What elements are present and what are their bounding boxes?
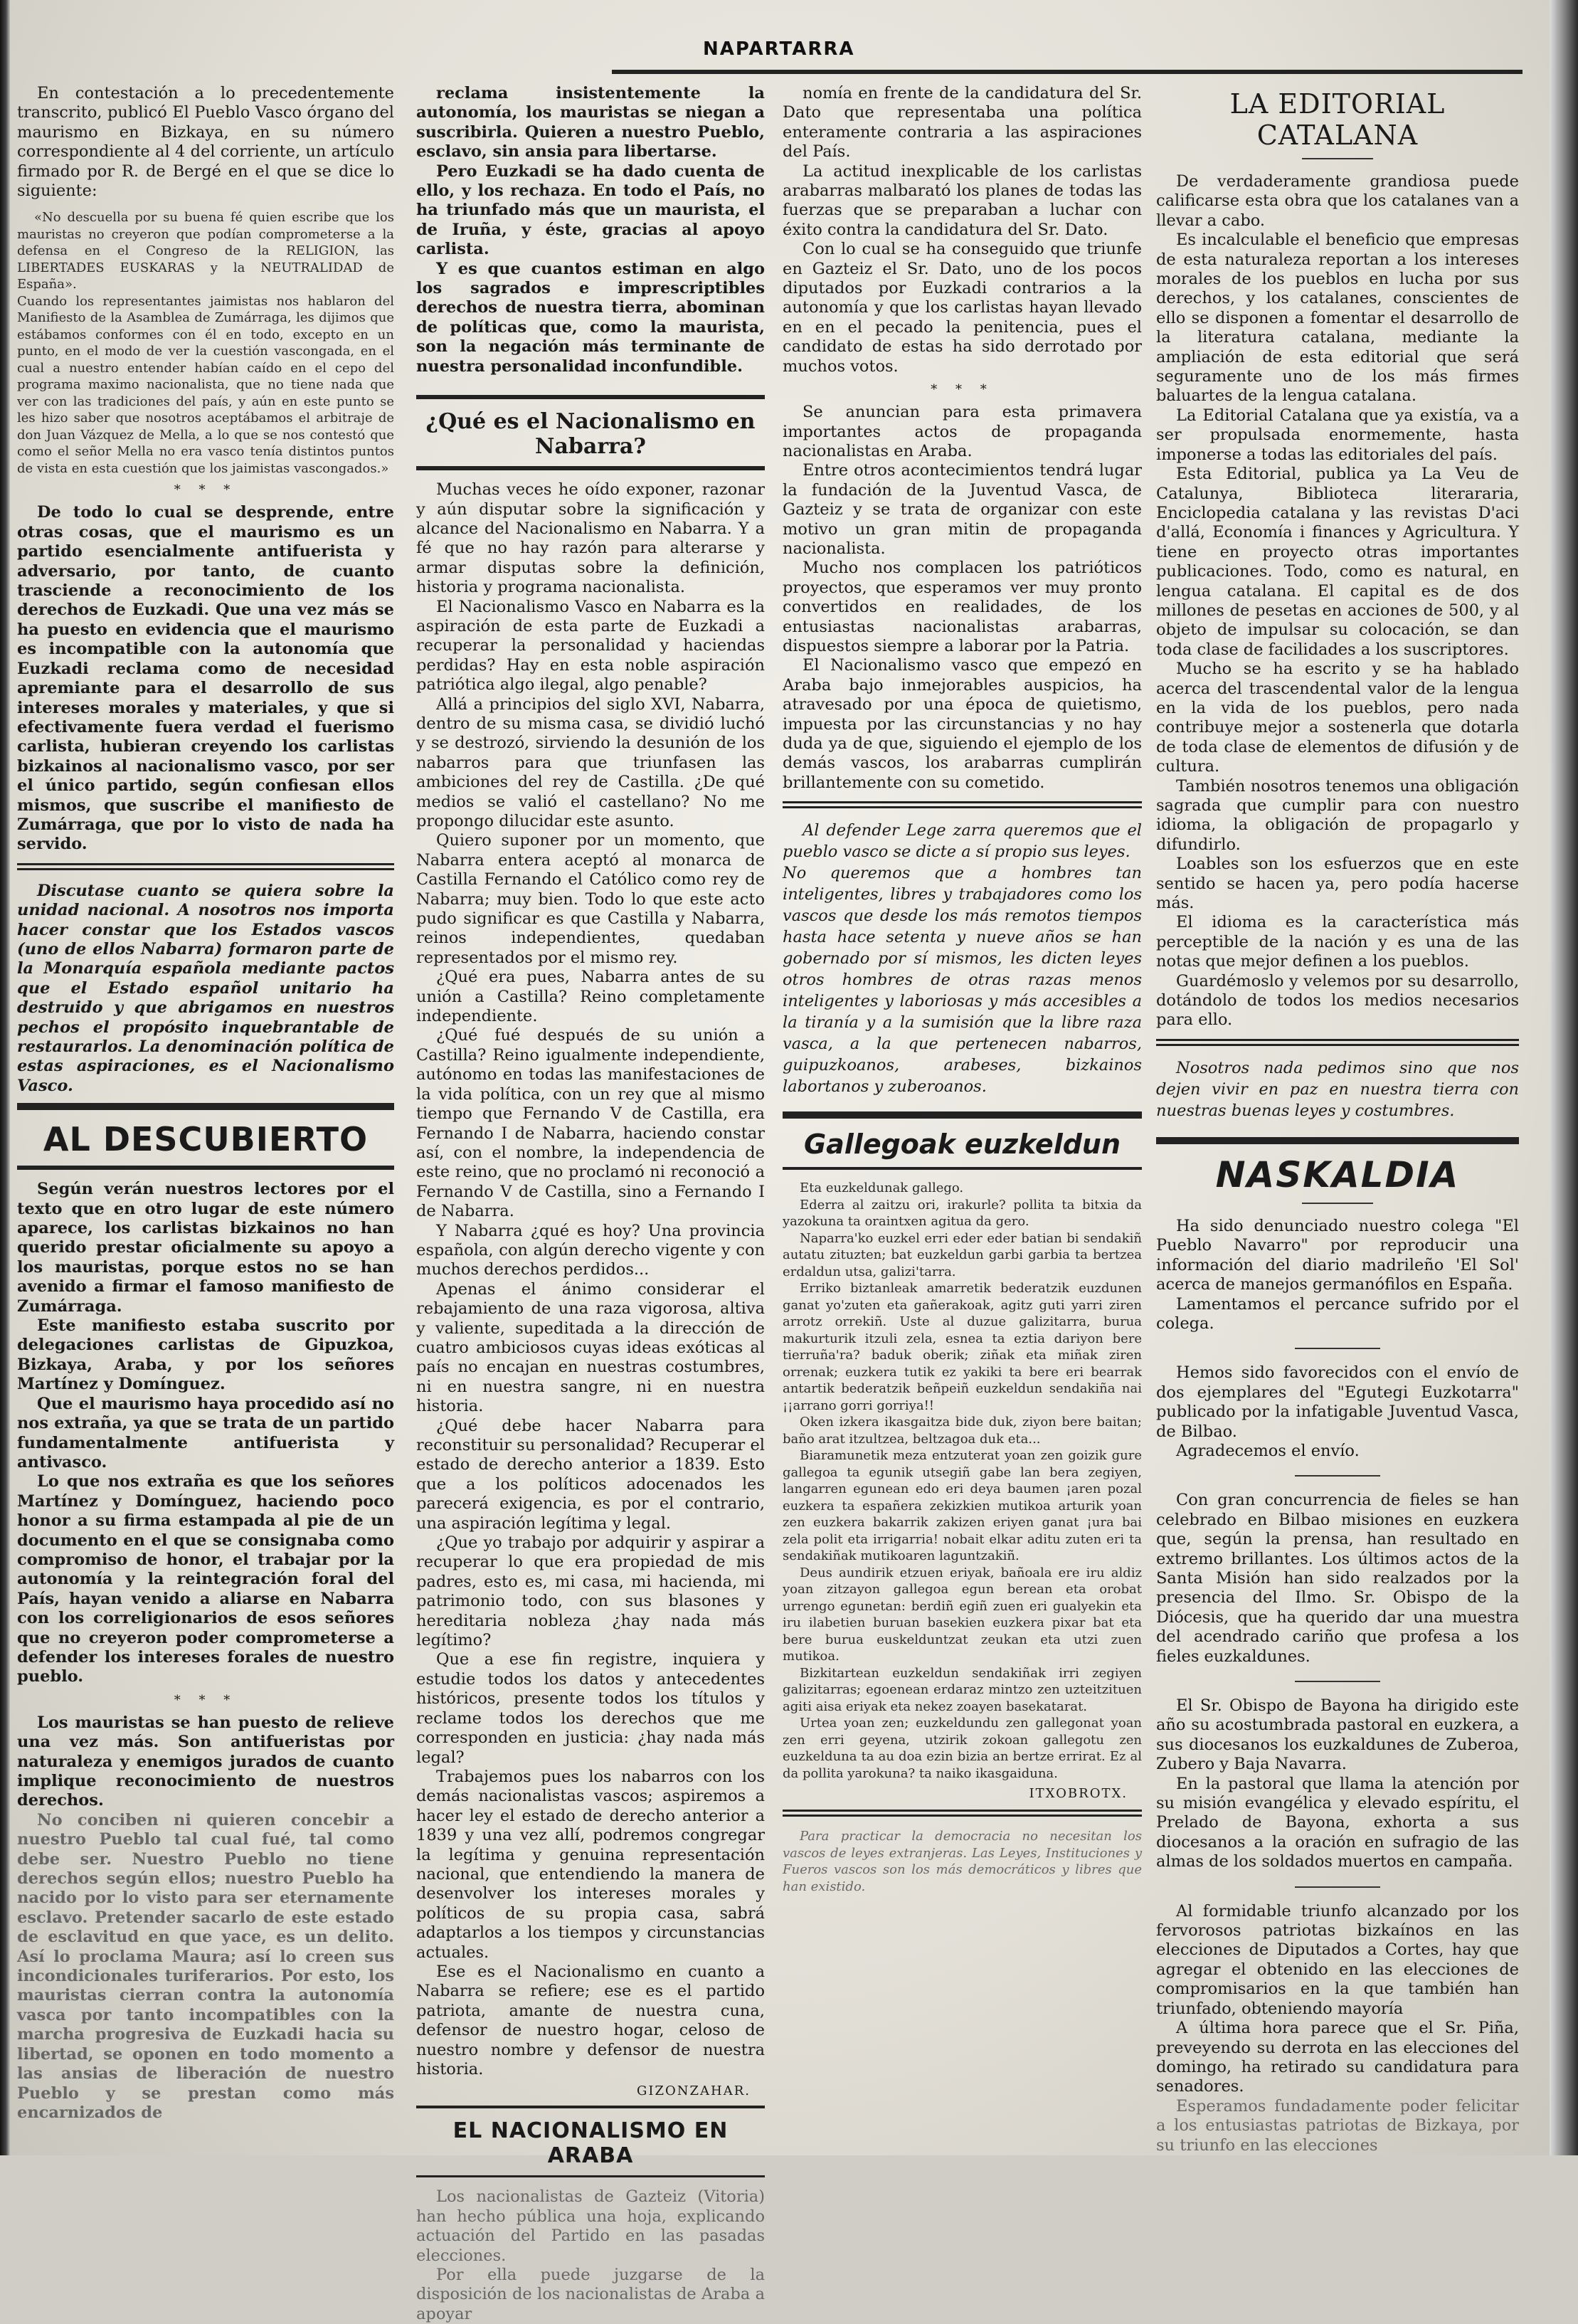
col3-basque-8: Bizkitartean euzkeldun sendakiñak irri zegiyen galizitarras; egoenean erdaraz mintzo zen uzteitzituen agiti aisa eriyak eta nekez zoayen basekatarat. bbox=[783, 1665, 1142, 1714]
col4-short-rule-1 bbox=[1295, 1348, 1380, 1349]
col2-divider-3 bbox=[416, 2106, 765, 2108]
col1-paragraph-3: Según verán nuestros lectores por el texto que en otro lugar de este número aparece, los carlistas bizkainos no han querido prestar oficialmente su apoyo a los mauristas, porque estos no se han avenido a firmar el famoso manifiesto de Zumárraga. bbox=[17, 1180, 394, 1316]
col3-paragraph-5: Entre otros acontecimientos tendrá lugar la fundación de la Juventud Vasca, de Gazteiz y se trata de organizar con este motivo un gran mitin de propaganda nacionalista. bbox=[783, 461, 1142, 558]
column-3 bbox=[783, 84, 1142, 1895]
col4-paragraph-2: Es incalculable el beneficio que empresas de esta naturaleza reportan a los intereses morales de los pueblos en lucha por sus derechos, y los catalanes, conscientes de ello se disponen a fomentar el desarrollo de la literatura catalana, mediante la ampliación de esta editorial que será seguramente uno de los más firmes baluartes de la lengua catalana. bbox=[1156, 231, 1519, 406]
col2-paragraph-16: Ese es el Nacionalismo en cuanto a Nabarra se refiere; ese es el partido patriota, amante de nuestra cuna, defensor de nuestro hogar, celoso de nuestro nombre y defensor de nuestra historia. bbox=[416, 1962, 765, 2079]
col2-paragraph-1: reclama insistentemente la autonomía, los mauristas se niegan a suscribirla. Quieren a nuestro Pueblo, esclavo, sin ansia para libertarse. bbox=[416, 84, 765, 162]
col4-paragraph-1: De verdaderamente grandiosa puede calificarse esta obra que los catalanes van a llevar a cabo. bbox=[1156, 172, 1519, 230]
col3-paragraph-1: nomía en frente de la candidatura del Sr. Dato que representaba una política enteramente contraria a las aspiraciones del País. bbox=[783, 84, 1142, 162]
col4-short-rule-3 bbox=[1295, 1681, 1380, 1682]
col4-paragraph-4: Esta Editorial, publica ya La Veu de Catalunya, Biblioteca literararia, Enciclopedia catalana y las revistas D'aci d'allá, Economía i finances y Agricultura. Y tiene en proyecto otras importantes publicaciones. Todo, como es natural, en lengua catalana. El capital es de dos millones de pesetas en acciones de 500, y al objeto de impulsar su colocación, se dan toda clase de facilidades a los suscriptores. bbox=[1156, 465, 1519, 659]
col3-divider-4 bbox=[783, 1810, 1142, 1817]
col4-paragraph-6: También nosotros tenemos una obligación sagrada que cumplir para con nuestro idioma, la obligación de propagarlo y difundirlo. bbox=[1156, 776, 1519, 854]
col1-quote: «No descuella por su buena fé quien escribe que los mauristas no creyeron que podían comprometerse a la defensa en el Congreso de la RELIGION, las LIBERTADES EUSKARAS y la NEUTRALIDAD de España». Cuando los representantes jaimistas nos hablaron del Manifiesto de la Asamblea de Zumárraga, les dijimos que estábamos conformes con él en todo, excepto en un punto, en el modo de ver la cuestión vascongada, en el cual a nuestro entender habían caído en el cepo del programa maximo nacionalista, que no tiene nada que ver con las tradiciones del país, y aún en este punto se les hizo saber que nosotros aceptábamos el arbitraje de don Juan Vázquez de Mella, a lo que se nos contestó que como el señor Mella no era vasco tenía distintos puntos de vista en esta cuestión que los jaimistas vascongados.» bbox=[17, 210, 394, 476]
col3-paragraph-2: La actitud inexplicable de los carlistas arabarras malbarató los planes de todas las fuerzas que se preparaban a luchar con éxito contra la candidatura del Sr. Dato. bbox=[783, 162, 1142, 239]
col1-paragraph-1: En contestación a lo precedentemente transcrito, publicó El Pueblo Vasco órgano del maurismo en Bizkaya, en su número correspondiente al 4 del corriente, un artículo firmado por R. de Bergé en el que se dice lo siguiente: bbox=[17, 84, 394, 201]
col2-headline-nacionalismo-nabarra: ¿Qué es el Nacionalismo en Nabarra? bbox=[425, 409, 756, 460]
col3-basque-1: Eta euzkeldunak gallego. bbox=[800, 1181, 964, 1196]
col4-underline-1 bbox=[1302, 158, 1373, 159]
col4-divider-1 bbox=[1156, 1039, 1519, 1046]
col2-divider-1 bbox=[416, 395, 765, 399]
col3-italic-box-2: Para practicar la democracia no necesitan los vascos de leyes extranjeras. Las Leyes, Instituciones y Fueros vascos son los más democráticos y libres que han existido. bbox=[783, 1829, 1142, 1894]
col3-divider-3 bbox=[783, 1167, 1142, 1170]
col2-paragraph-12: ¿Qué debe hacer Nabarra para reconstituir su personalidad? Recuperar el estado de derecho anterior a 1839. Esto que a los políticos adocenados les parecerá exigencia, es por el contrario, una aspiración legítima y legal. bbox=[416, 1416, 765, 1533]
col1-italic-box: Discutase cuanto se quiera sobre la unidad nacional. A nosotros nos importa hacer constar que los Estados vascos (uno de ellos Nabarra) formaron parte de la Monarquía española mediante pactos que el Estado español unitario ha destruido y que abrigamos en nuestros pechos el propósito inquebrantable de restaurarlos. La denominación política de estas aspiraciones, es el Nacionalismo Vasco. bbox=[17, 881, 394, 1095]
col4-paragraph-7: Loables son los esfuerzos que en este sentido se hacen ya, pero podía hacerse más. bbox=[1156, 855, 1519, 913]
col2-paragraph-8: ¿Qué era pues, Nabarra antes de su unión a Castilla? Reino completamente independiente. bbox=[416, 968, 765, 1026]
col2-paragraph-10: Y Nabarra ¿qué es hoy? Una provincia española, con algún derecho vigente y con muchos derechos perdidos... bbox=[416, 1221, 765, 1279]
col1-stars-2: * * * bbox=[174, 1692, 238, 1708]
col4-short-rule-4 bbox=[1295, 1886, 1380, 1888]
col3-basque-9: Urtea yoan zen; euzkeldundu zen gallegonat yoan zen erri geyena, utzirik zokoan gallegotu zen euzkelduna ta au doa ezin bizia an bertze errirat. Ez al da pollita yarokuna? ta naiko ikasgaiduna. bbox=[783, 1716, 1142, 1781]
col2-signature: GIZONZAHAR. bbox=[637, 2083, 751, 2099]
col1-paragraph-6: Lo que nos extraña es que los señores Martínez y Domínguez, haciendo poco honor a su firma estampada al pie de un documento en el que se consignaba como compromiso de honor, el trabajar por la autonomía y la reintegración foral del País, hayan venido a aliarse en Nabarra con los correligionarios de esos señores que no creyeron poder comprometerse a defender los intereses forales de nuestro pueblo. bbox=[17, 1472, 394, 1686]
col3-paragraph-7: El Nacionalismo vasco que empezó en Araba bajo inmejorables auspicios, ha atravesado por una época de quietismo, impuesta por las circunstancias y no hay duda ya de que, siguiendo el ejemplo de los demás vascos, los arabarras cumplirán brillantemente con su cometido. bbox=[783, 656, 1142, 792]
col4-paragraph-5: Mucho se ha escrito y se ha hablado acerca del trascendental valor de la lengua en la vida de los pueblos, pero nada contribuye mejor a sostenerla que dotarla de toda clase de elementos de difusión y de cultura. bbox=[1156, 660, 1519, 776]
col4-paragraph-11: Lamentamos el percance sufrido por el colega. bbox=[1156, 1294, 1519, 1333]
col2-paragraph-2: Pero Euzkadi se ha dado cuenta de ello, y los rechaza. En todo el País, no ha triunfado más que un maurista, el de Iruña, y éste, gracias al apoyo carlista. bbox=[416, 162, 765, 259]
col2-paragraph-9: ¿Qué fué después de su unión a Castilla? Reino igualmente independiente, autónomo en todas las manifestaciones de la vida política, con un rey que al mismo tiempo que Fernando V de Castilla, era Fernando I de Nabarra, haciendo constar así, con el nombre, la independencia de este reino, que no proclamó ni reconoció a Fernando V de Castilla, sino a Fernando I de Nabarra. bbox=[416, 1026, 765, 1221]
col4-paragraph-19: Esperamos fundadamente poder felicitar a los entusiastas patriotas de Bizkaya, por su triunfo en las elecciones bbox=[1156, 2096, 1519, 2155]
col2-paragraph-6: Allá a principios del siglo XVI, Nabarra, dentro de su misma casa, se dividió luchó y se destrozó, sirviendo la desunión de los nabarros para que triunfasen las ambiciones del rey de Castilla. ¿De qué medios se valió el castellano? No me propongo dilucidar este asunto. bbox=[416, 694, 765, 830]
col3-basque-6: Biaramunetik meza entzuterat yoan zen goizik gure gallegoa ta egunik utsegiñ gabe lan bera zegiyen, langarren egunean edo eri deya baumen ¡aren pozal euzkera ta españera zekizkien mutikoa arturik yoan zen euzkera bakarrik zakizen eriyen ganat ¡ura bai zela polit eta irrigarria! nobait elkar aditu zuten eri ta sendakiñak mutikoaren laguntzakiñ. bbox=[783, 1448, 1142, 1564]
col2-paragraph-17: Los nacionalistas de Gazteiz (Vitoria) han hecho pública una hoja, explicando actuación del Partido en las pasadas elecciones. bbox=[416, 2187, 765, 2265]
masthead-title: NAPARTARRA bbox=[703, 38, 855, 60]
page-right-edge bbox=[1550, 0, 1578, 2155]
col4-paragraph-13: Agradecemos el envío. bbox=[1176, 1441, 1360, 1460]
column-4 bbox=[1156, 84, 1519, 2155]
col2-paragraph-4: Muchas veces he oído exponer, razonar y aún disputar sobre la significación y alcance del Nacionalismo en Nabarra. Y a fé que no hay razón para alterarse y armar disputas sobre la definición, historia y programa nacionalista. bbox=[416, 480, 765, 597]
col4-divider-2 bbox=[1156, 1137, 1519, 1144]
col4-paragraph-15: El Sr. Obispo de Bayona ha dirigido este año su acostumbrada pastoral en euzkera, a sus diocesanos los euzkaldunes de Zuberoa, Zubero y Baja Navarra. bbox=[1156, 1696, 1519, 1774]
col4-paragraph-18: A última hora parece que el Sr. Piña, preveyendo su derrota en las elecciones del domingo, ha retirado su candidatura para senadores. bbox=[1156, 2019, 1519, 2096]
col1-stars-1: * * * bbox=[174, 482, 238, 498]
col1-paragraph-4: Este manifiesto estaba suscrito por delegaciones carlistas de Gipuzkoa, Bizkaya, Araba, y por los señores Martínez y Domínguez. bbox=[17, 1316, 394, 1394]
col2-paragraph-13: ¿Que yo trabajo por adquirir y aspirar a recuperar lo que era propiedad de mis padres, esto es, mi casa, mi hacienda, mi patrimonio todo, con sus blasones y hereditaria nobleza ¿hay nada más legítimo? bbox=[416, 1533, 765, 1650]
col2-paragraph-11: Apenas el ánimo considerar el rebajamiento de una raza vigorosa, altiva y valiente, supeditada a la dirección de cuatro ambiciosos cuyas ideas exóticas al país no encajan en nuestras costumbres, ni en nuestra sangre, ni en nuestra historia. bbox=[416, 1279, 765, 1416]
col4-paragraph-9: Guardémoslo y velemos por su desarrollo, dotándolo de todos los medios necesarios para ello. bbox=[1156, 971, 1519, 1030]
col2-paragraph-18: Por ella puede juzgarse de la disposición de los nacionalistas de Araba a apoyar bbox=[416, 2266, 765, 2323]
page-left-edge bbox=[0, 0, 10, 2155]
col4-paragraph-12: Hemos sido favorecidos con el envío de dos ejemplares del "Egutegi Euzkotarra" publicado por la infatigable Juventud Vasca, de Bilbao. bbox=[1156, 1363, 1519, 1441]
col4-paragraph-3: La Editorial Catalana que ya existía, va a ser propulsada enormemente, hasta imponerse a todas las editoriales del país. bbox=[1156, 406, 1519, 464]
col3-basque-7: Deus aundirik etzuen eriyak, bañoala ere iru aldiz yoan zitzayon gallegoa egun berean eta orobat urrengo egunetan: berdiñ egiñ zuen eri gualyekin eta iru ilabetien buruan basekien euzkera pixar bat eta bere burua euskelduntzat zeukan eta utzi zuen mutikoa. bbox=[783, 1565, 1142, 1664]
col2-paragraph-5: El Nacionalismo Vasco en Nabarra es la aspiración de esta parte de Euzkadi a recuperar la personalidad y haciendas perdidas? Hay en esta noble aspiración patriótica algo ilegal, algo penable? bbox=[416, 597, 765, 694]
col3-basque-4: Erriko biztanleak amarretik bederatzik euzdunen ganat yo'zuten eta gañerakoak, agitz guti yarri ziren arrotz orrekiñ. Uste al duzue galizitarra, burua makurturik itzuli zela, esnea ta eztia dariyon bere tierruña'ra? baduk oberik; ziñak eta miñak ziren orrenak; euzkera tutik ez yakiki ta bere eri bearrak antartik bederatzik beñpeiñ euzkeldun sendakiña nai ¡¡arrano gorri gorriya!! bbox=[783, 1281, 1142, 1413]
col1-divider-1 bbox=[17, 863, 394, 870]
col1-divider-3 bbox=[17, 1166, 394, 1170]
col4-paragraph-17: Al formidable triunfo alcanzado por los fervorosos patriotas bizkaínos en las elecciones de Diputados a Cortes, hay que agregar el obtenido en las elecciones de compromisarios en la que también han triunfado, obteniendo mayoría bbox=[1156, 1901, 1519, 2018]
col3-paragraph-4: Se anuncian para esta primavera importantes actos de propaganda nacionalistas en Araba. bbox=[783, 403, 1142, 460]
col3-basque-5: Oken izkera ikasgaitza bide duk, ziyon bere baitan; baño arat itzultzea, beltzagoa duk eta... bbox=[783, 1415, 1142, 1447]
column-2 bbox=[416, 84, 765, 2324]
col1-paragraph-8: No conciben ni quieren concebir a nuestro Pueblo tal cual fué, tal como debe ser. Nuestro Pueblo no tiene derechos según ellos; nuestro Pueblo ha nacido por lo visto para ser eternamente esclavo. Pretender sacarlo de este estado de esclavitud en que yace, es un delito. Así lo proclama Maura; así lo creen sus incondicionales turiferarios. Por esto, los mauristas cierran contra la autonomía vasca por tanto incompatibles con la marcha progresiva de Euzkadi hacia su libertad, se oponen en todo momento a las ansias de liberación de nuestro Pueblo y se prestan como más encarnizados de bbox=[17, 1810, 394, 2122]
col3-stars-1: * * * bbox=[931, 382, 994, 398]
col3-divider-1 bbox=[783, 801, 1142, 808]
col4-paragraph-10: Ha sido denunciado nuestro colega "El Pueblo Navarro" por reproducir una información del diario madrileño 'El Sol' acerca de manejos germanófilos en España. bbox=[1156, 1216, 1519, 1294]
col4-paragraph-8: El idioma es la característica más perceptible de la nación y es una de las notas que mejor definen a los pueblos. bbox=[1156, 913, 1519, 971]
col2-paragraph-3: Y es que cuantos estiman en algo los sagrados e imprescriptibles derechos de nuestra tierra, abominan de políticas que, como la maurista, son la negación más terminante de nuestra personalidad inconfundible. bbox=[416, 259, 765, 376]
col4-italic-box: Nosotros nada pedimos sino que nos dejen vivir en paz en nuestra tierra con nuestras buenas leyes y costumbres. bbox=[1156, 1058, 1519, 1120]
col1-divider-2 bbox=[17, 1103, 394, 1110]
col3-headline-gallegoak: Gallegoak euzkeldun bbox=[803, 1129, 1121, 1161]
col1-paragraph-5: Que el maurismo haya procedido así no nos extraña, ya que se trata de un partido fundamentalmente antifuerista y antivasco. bbox=[17, 1394, 394, 1472]
col3-basque-3: Naparra'ko euzkel erri eder eder batian bi sendakiñ autatu zituzten; bat euzkeldun garbi garbia ta bertzea erdaldun utsa, galizi'tarra. bbox=[783, 1230, 1142, 1279]
col1-paragraph-7: Los mauristas se han puesto de relieve una vez más. Son antifueristas por naturaleza y enemigos jurados de cuanto implique reconocimiento de nuestros derechos. bbox=[17, 1713, 394, 1810]
col2-headline-nacionalismo-araba: EL NACIONALISMO EN ARABA bbox=[452, 2118, 729, 2169]
col4-paragraph-16: En la pastoral que llama la atención por su misión evangélica y elevado espíritu, el Prelado de Bayona, exhorta a sus diocesanos a la oración en sufragio de las almas de los soldados muertos en campaña. bbox=[1156, 1774, 1519, 1871]
col4-paragraph-14: Con gran concurrencia de fieles se han celebrado en Bilbao misiones en euzkera que, según la prensa, han resultado en extremo brillantes. Los últimos actos de la Santa Misión han sido realzados por la presencia del Ilmo. Sr. Obispo de la Diócesis, que ha querido dar una muestra del acendrado cariño que profesa a los fieles euzkaldunes. bbox=[1156, 1491, 1519, 1666]
col3-italic-box: Al defender Lege zarra queremos que el pueblo vasco se dicte a sí propio sus leyes. No queremos que a hombres tan inteligentes, libres y trabajadores como los vascos que desde los más remotos tiempos hasta hace setenta y nueve años se han gobernado por sí mismos, les dicten leyes otros hombres de otras razas menos inteligentes y laboriosas y más accesibles a la tiranía y a la sumisión que la libre raza vasca, a la que pertenecen nabarros, guipuzkoanos, arabeses, bizkainos labortanos y zuberoanos. bbox=[783, 821, 1142, 1097]
col3-paragraph-3: Con lo cual se ha conseguido que triunfe en Gazteiz el Sr. Dato, uno de los pocos diputados por Euzkadi contrarios a la autonomía y que los carlistas hayan llevado en en el pecado la penitencia, pues el candidato de estas ha sido derrotado por muchos votos. bbox=[783, 240, 1142, 376]
col4-headline-naskaldia: NASKALDIA bbox=[1215, 1153, 1460, 1195]
column-1 bbox=[17, 84, 394, 2123]
masthead bbox=[612, 34, 1523, 74]
col2-paragraph-7: Quiero suponer por un momento, que Nabarra entera aceptó al monarca de Castilla Fernando el Católico como rey de Nabarra; muy bien. Todo lo que este acto pudo significar es que Castilla y Nabarra, reinos independientes, quedaban representados por el mismo rey. bbox=[416, 831, 765, 967]
col3-divider-2 bbox=[783, 1111, 1142, 1119]
col3-basque-2: Ederra al zaitzu ori, irakurle? pollita ta bitxia da yazokuna ta oraintxen agitua da gero. bbox=[783, 1197, 1142, 1230]
col4-headline-editorial-catalana: LA EDITORIAL CATALANA bbox=[1229, 88, 1446, 151]
col2-divider-4 bbox=[416, 2175, 765, 2177]
col2-divider-2 bbox=[416, 466, 765, 470]
col2-paragraph-15: Trabajemos pues los nabarros con los demás nacionalistas vascos; aspiremos a hacer ley el estado de derecho anterior a 1839 y una vez allí, podremos congregar la legítima y genuina representación nacional, que entendiendo la manera de desenvolver los intereses morales y políticos de su propia casa, sabrá adaptarlos a los tiempos y circunstancias actuales. bbox=[416, 1767, 765, 1962]
col2-paragraph-14: Que a ese fin registre, inquiera y estudie todos los datos y antecedentes históricos, presente todos los títulos y reclame todos los derechos que me corresponden en justicia: ¿hay nada más legal? bbox=[416, 1650, 765, 1767]
col3-paragraph-6: Mucho nos complacen los patrióticos proyectos, que esperamos ver muy pronto convertidos en realidades, de los entusiastas nacionalistas arabarras, dispuestos siempre a laborar por la Patria. bbox=[783, 559, 1142, 655]
col3-signature: ITXOBROTX. bbox=[1029, 1786, 1128, 1802]
col4-underline-2 bbox=[1302, 1203, 1373, 1204]
col4-short-rule-2 bbox=[1295, 1475, 1380, 1477]
col1-paragraph-2: De todo lo cual se desprende, entre otras cosas, que el maurismo es un partido esencialmente antifuerista y adversario, por tanto, de cuanto trasciende a reconocimiento de los derechos de Euzkadi. Que una vez más se ha puesto en evidencia que el maurismo es incompatible con la autonomía que Euzkadi reclama como de necesidad apremiante para el desarrollo de sus intereses morales y materiales, y que si efectivamente fuera verdad el fuerismo carlista, hubieran creyendo los carlistas bizkainos al nacionalismo vasco, por ser el único partido, según confiesan ellos mismos, que suscribe el manifiesto de Zumárraga, que por lo visto de nada ha servido. bbox=[17, 503, 394, 854]
col1-headline-al-descubierto: AL DESCUBIERTO bbox=[43, 1120, 369, 1159]
